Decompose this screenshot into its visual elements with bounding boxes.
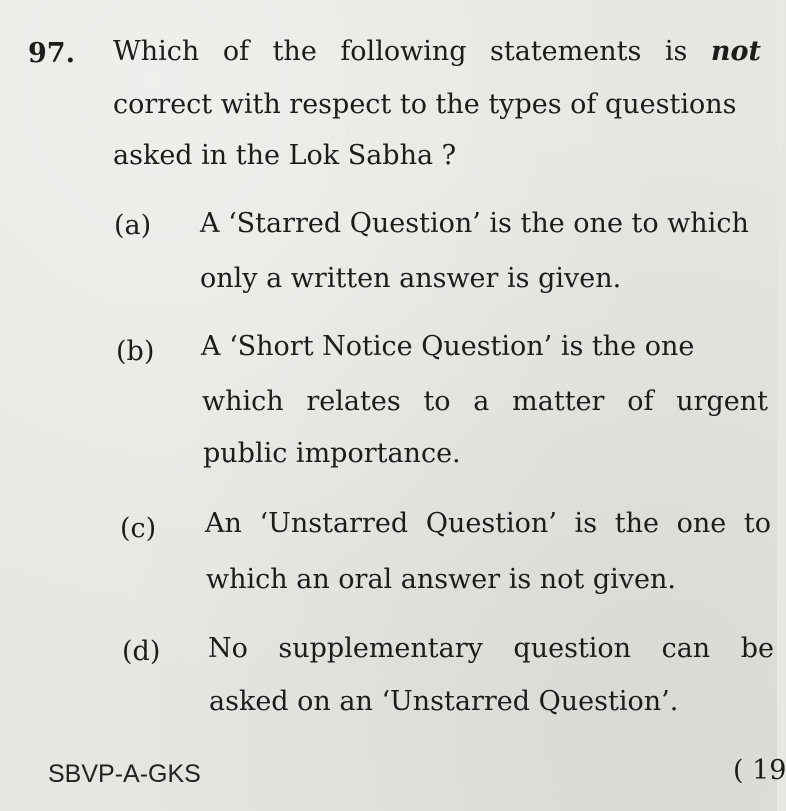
stem-word: statements bbox=[490, 36, 642, 67]
stem-word: following bbox=[340, 36, 467, 67]
option-c-label: (c) bbox=[120, 513, 157, 544]
option-a-label: (a) bbox=[114, 210, 152, 241]
question-stem-line-3: asked in the Lok Sabha ? bbox=[113, 140, 457, 171]
question-stem-line-2: correct with respect to the types of questions bbox=[113, 89, 737, 120]
stem-word: Which bbox=[113, 36, 200, 67]
option-c-line-1: An ‘Unstarred Question’ is the one to bbox=[205, 508, 771, 539]
option-b-line-2: which relates to a matter of urgent bbox=[202, 386, 768, 417]
option-b-line-3: public importance. bbox=[203, 438, 461, 469]
question-number: 97. bbox=[28, 38, 75, 69]
option-d-line-1: No supplementary question can be bbox=[208, 633, 774, 664]
option-b-label: (b) bbox=[116, 336, 155, 367]
stem-emphasis: not bbox=[710, 36, 761, 67]
option-d-label: (d) bbox=[122, 636, 161, 667]
option-a-line-2: only a written answer is given. bbox=[200, 263, 622, 294]
option-c-line-2: which an oral answer is not given. bbox=[206, 564, 676, 595]
option-d-line-2: asked on an ‘Unstarred Question’. bbox=[209, 686, 679, 717]
stem-word: the bbox=[272, 36, 317, 67]
option-a-line-1: A ‘Starred Question’ is the one to which bbox=[200, 208, 749, 239]
stem-word: is bbox=[664, 36, 688, 67]
question-stem-line-1 bbox=[113, 36, 761, 68]
page-number: ( 19 bbox=[733, 755, 786, 786]
option-b-line-1: A ‘Short Notice Question’ is the one bbox=[201, 331, 695, 362]
booklet-code: SBVP-A-GKS bbox=[48, 760, 201, 788]
stem-word: of bbox=[222, 36, 250, 67]
